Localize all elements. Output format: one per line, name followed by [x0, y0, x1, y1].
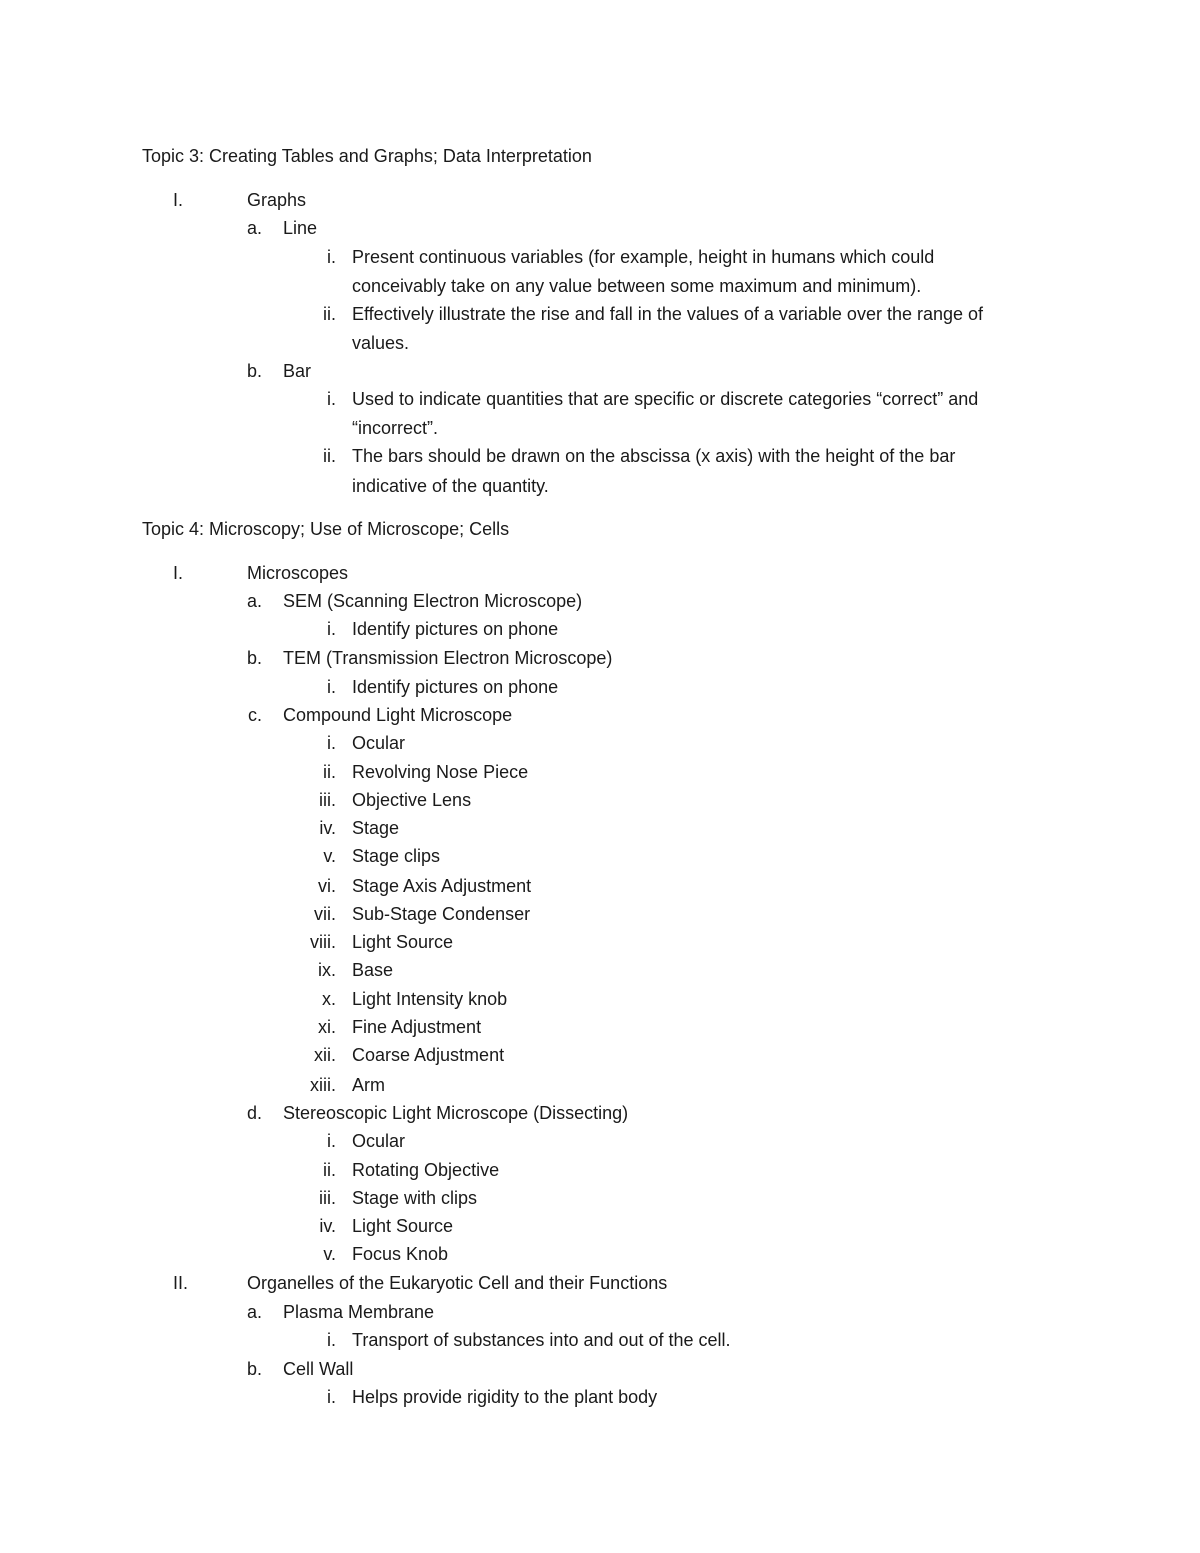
- topic4-stereo-label: Stereoscopic Light Microscope (Dissecting): [283, 1103, 629, 1123]
- compound-part-num: iii.: [319, 790, 336, 810]
- topic4-compound-letter: c.: [247, 705, 262, 725]
- compound-part-num: xii.: [314, 1045, 336, 1065]
- topic4-section2-num: II.: [173, 1273, 189, 1293]
- topic3-bar-ii-num: ii.: [323, 446, 336, 466]
- topic4-stereo-letter: d.: [246, 1103, 262, 1123]
- topic4-sem-i-num: i.: [327, 619, 336, 639]
- stereo-part-num: ii.: [323, 1160, 336, 1180]
- compound-part-text: Stage Axis Adjustment: [352, 876, 532, 896]
- topic4-tem-label: TEM (Transmission Electron Microscope): [283, 648, 613, 668]
- topic3-bar-i-num: i.: [327, 389, 336, 409]
- topic4-heading: Topic 4: Microscopy; Use of Microscope; Cells: [142, 519, 510, 539]
- topic3-section1-num: I.: [173, 190, 184, 210]
- topic4-sem-i-text: Identify pictures on phone: [352, 619, 559, 639]
- topic4-cellwall-label: Cell Wall: [283, 1359, 354, 1379]
- stereo-part-num: i.: [327, 1131, 336, 1151]
- topic4-section2-label: Organelles of the Eukaryotic Cell and their Functions: [247, 1273, 668, 1293]
- topic4-sem-label: SEM (Scanning Electron Microscope): [283, 591, 583, 611]
- compound-part-num: ii.: [323, 762, 336, 782]
- topic3-heading: Topic 3: Creating Tables and Graphs; Data Interpretation: [142, 146, 592, 166]
- topic3-line-ii-text: Effectively illustrate the rise and fall in the values of a variable over the range of: [352, 304, 984, 324]
- compound-part-text: Ocular: [352, 733, 406, 753]
- topic4-cellwall-letter: b.: [246, 1359, 262, 1379]
- topic4-section1-label: Microscopes: [247, 563, 349, 583]
- compound-part-num: xi.: [318, 1017, 336, 1037]
- topic3-line-ii-num: ii.: [323, 304, 336, 324]
- compound-part-text: Base: [352, 960, 394, 980]
- topic3-bar-i-text: Used to indicate quantities that are specific or discrete categories “correct” and: [352, 389, 979, 409]
- compound-part-text: Light Source: [352, 932, 454, 952]
- stereo-part-text: Ocular: [352, 1131, 406, 1151]
- topic3-bar-label: Bar: [283, 361, 312, 381]
- compound-part-text: Arm: [352, 1075, 385, 1095]
- topic3-bar-letter: b.: [246, 361, 262, 381]
- compound-part-num: x.: [321, 989, 336, 1009]
- topic4-tem-i-text: Identify pictures on phone: [352, 677, 559, 697]
- topic4-sem-letter: a.: [246, 591, 262, 611]
- stereo-part-text: Rotating Objective: [352, 1160, 500, 1180]
- compound-part-text: Fine Adjustment: [352, 1017, 482, 1037]
- compound-part-num: viii.: [310, 932, 336, 952]
- topic3-bar-ii-text-cont: indicative of the quantity.: [352, 476, 549, 496]
- topic3-line-ii-text-cont: values.: [352, 333, 410, 353]
- stereo-part-num: iii.: [319, 1188, 336, 1208]
- topic3-line-label: Line: [283, 218, 318, 238]
- topic4-membrane-letter: a.: [246, 1302, 262, 1322]
- topic3-bar-i-text-cont: “incorrect”.: [352, 418, 439, 438]
- stereo-part-num: v.: [323, 1244, 336, 1264]
- compound-part-num: xiii.: [310, 1075, 336, 1095]
- compound-part-text: Light Intensity knob: [352, 989, 508, 1009]
- topic4-compound-label: Compound Light Microscope: [283, 705, 513, 725]
- compound-part-text: Stage clips: [352, 846, 441, 866]
- compound-part-num: i.: [327, 733, 336, 753]
- stereo-part-num: iv.: [319, 1216, 336, 1236]
- topic4-cellwall-i-text: Helps provide rigidity to the plant body: [352, 1387, 658, 1407]
- topic3-line-letter: a.: [246, 218, 262, 238]
- stereo-part-text: Light Source: [352, 1216, 454, 1236]
- compound-part-text: Sub-Stage Condenser: [352, 904, 531, 924]
- compound-part-text: Objective Lens: [352, 790, 472, 810]
- compound-part-num: iv.: [319, 818, 336, 838]
- compound-part-text: Coarse Adjustment: [352, 1045, 505, 1065]
- topic4-membrane-i-text: Transport of substances into and out of the cell.: [352, 1330, 731, 1350]
- compound-part-text: Revolving Nose Piece: [352, 762, 529, 782]
- topic3-bar-ii-text: The bars should be drawn on the abscissa (x axis) with the height of the bar: [352, 446, 956, 466]
- topic4-membrane-label: Plasma Membrane: [283, 1302, 435, 1322]
- stereo-part-text: Focus Knob: [352, 1244, 449, 1264]
- compound-part-num: v.: [323, 846, 336, 866]
- topic3-line-i-text: Present continuous variables (for example, height in humans which could: [352, 247, 935, 267]
- topic4-cellwall-i-num: i.: [327, 1387, 336, 1407]
- stereo-part-text: Stage with clips: [352, 1188, 478, 1208]
- compound-part-num: vi.: [318, 876, 336, 896]
- topic3-line-i-text-cont: conceivably take on any value between some maximum and minimum).: [352, 276, 922, 296]
- topic3-line-i-num: i.: [327, 247, 336, 267]
- compound-part-num: vii.: [314, 904, 336, 924]
- topic4-tem-letter: b.: [246, 648, 262, 668]
- topic3-section1-label: Graphs: [247, 190, 307, 210]
- compound-part-text: Stage: [352, 818, 400, 838]
- topic4-tem-i-num: i.: [327, 677, 336, 697]
- topic4-membrane-i-num: i.: [327, 1330, 336, 1350]
- topic4-section1-num: I.: [173, 563, 184, 583]
- compound-part-num: ix.: [318, 960, 336, 980]
